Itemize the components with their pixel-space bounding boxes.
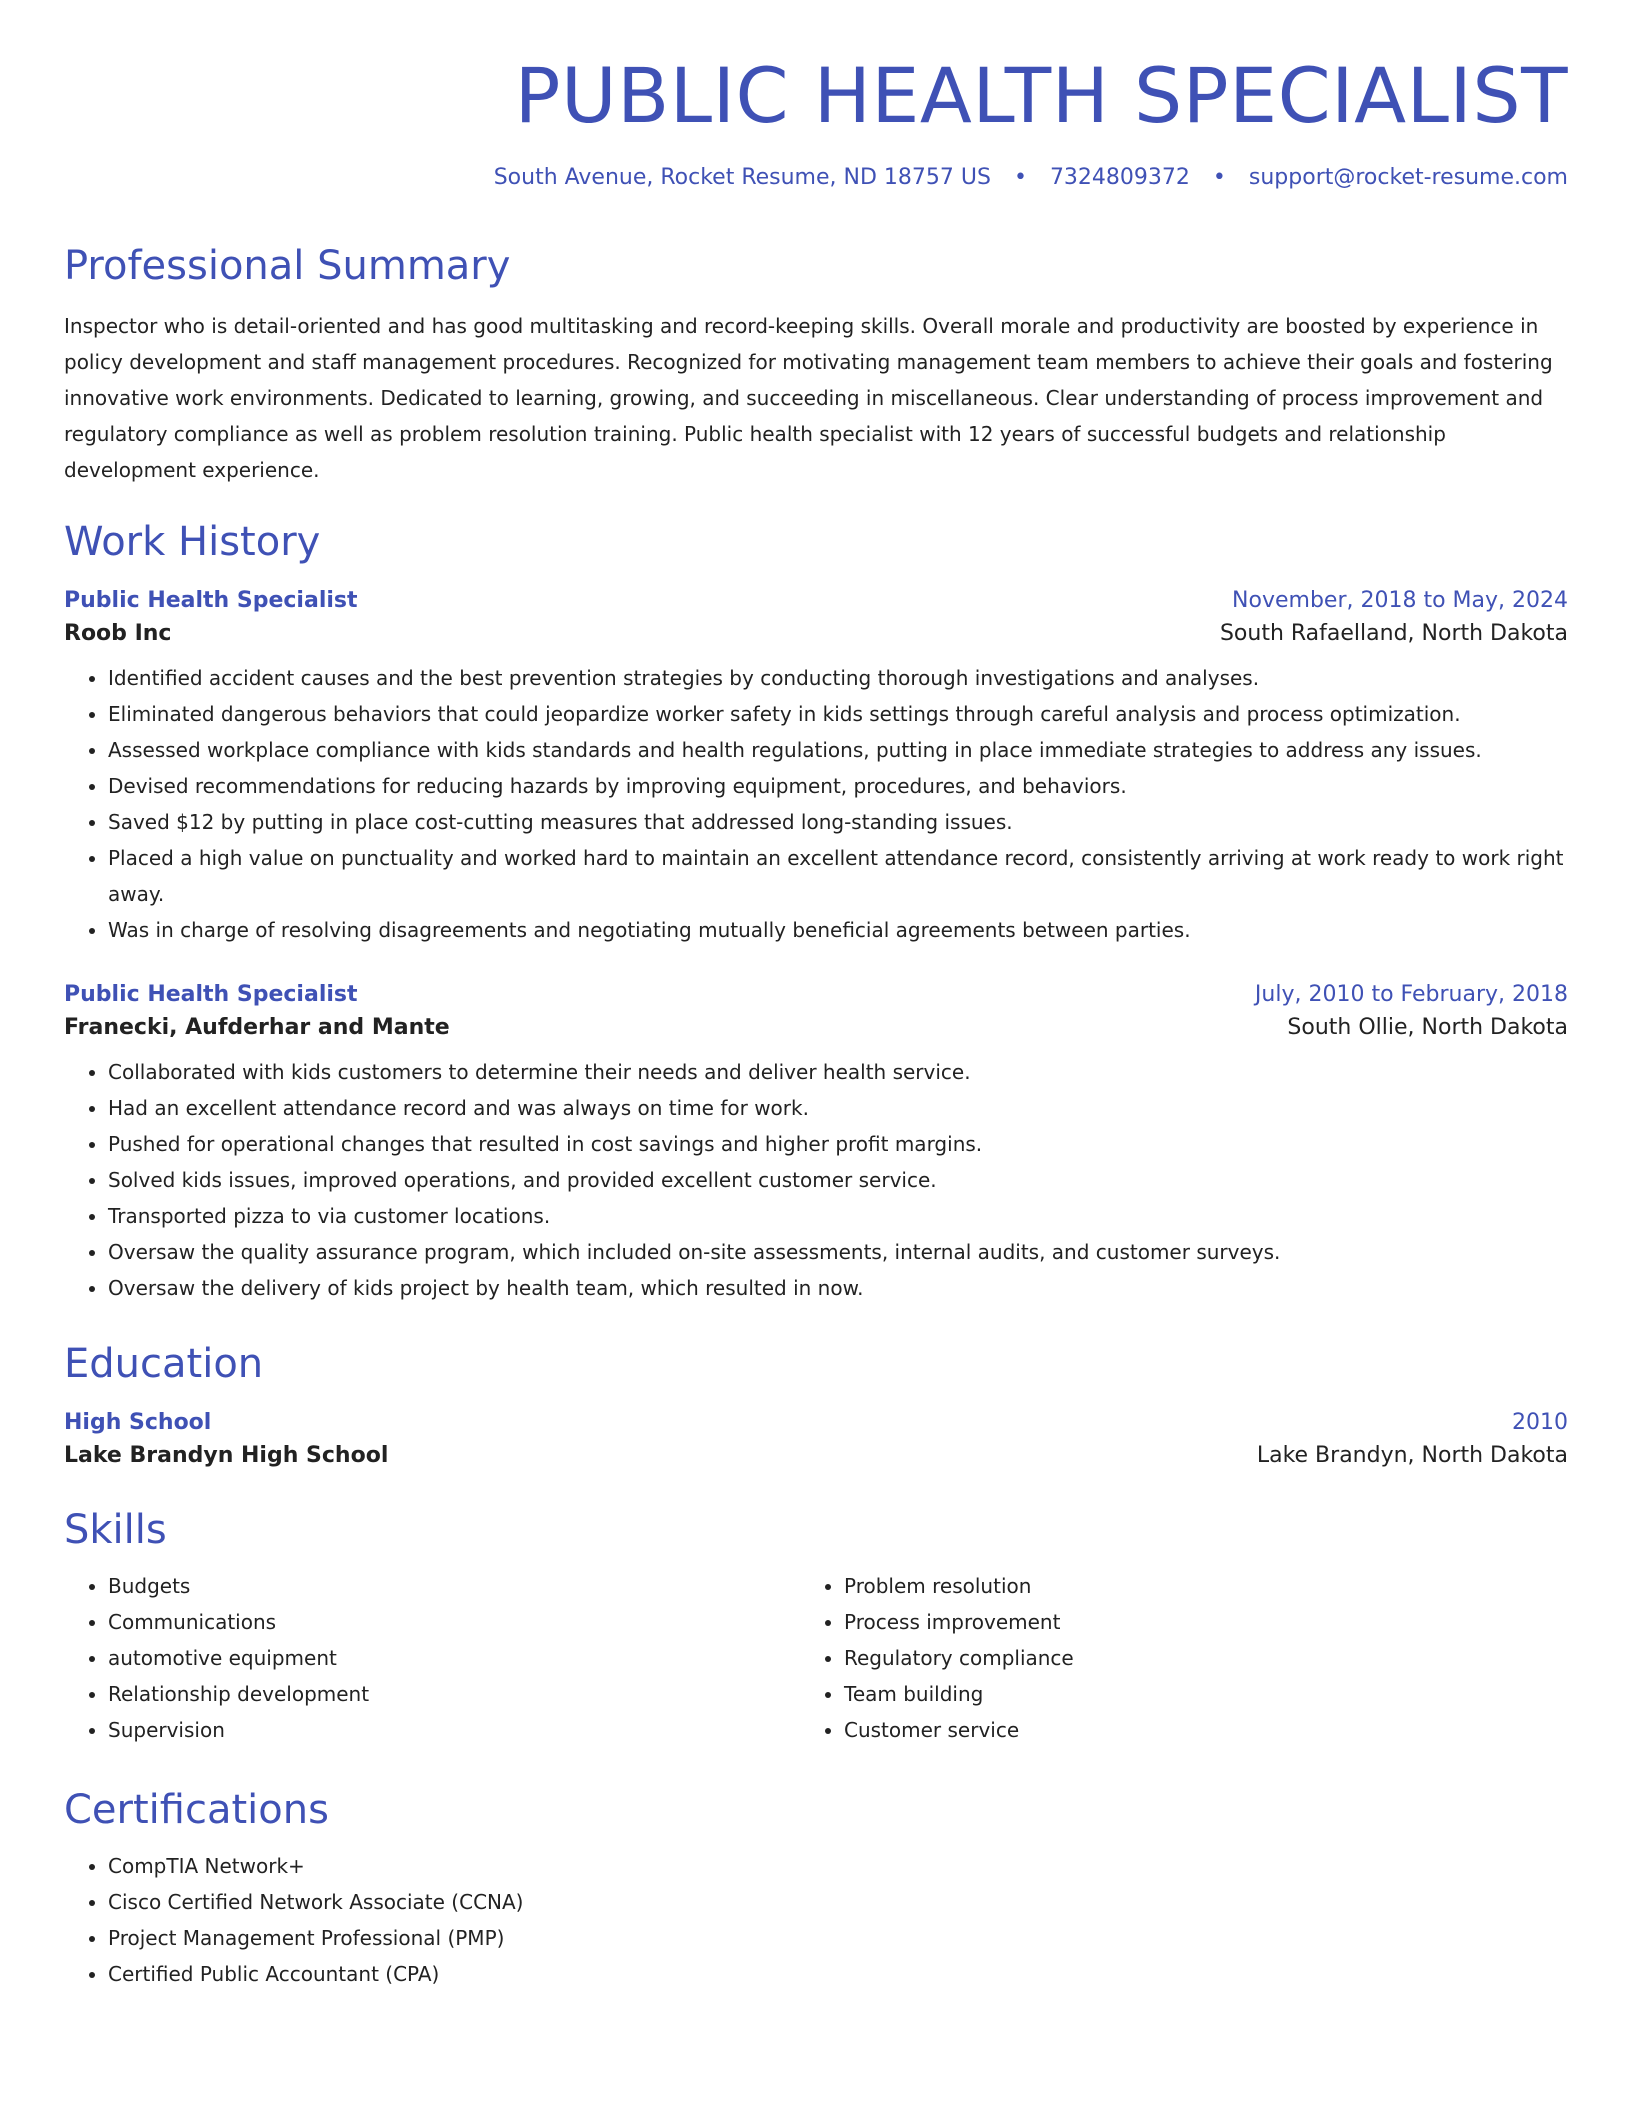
list-item: • Project Management Professional (PMP) [108, 1920, 1568, 1956]
list-item: • Problem resolution [844, 1568, 1536, 1604]
job-title: Public Health Specialist [64, 982, 358, 1008]
list-item: • Oversaw the quality assurance program, which included on-site assessments, internal audits, and customer surveys. [108, 1234, 1568, 1270]
contact-address: South Avenue, Rocket Resume, ND 18757 US [493, 165, 991, 191]
list-item: • Supervision [108, 1712, 800, 1748]
list-item: • Pushed for operational changes that resulted in cost savings and higher profit margins. [108, 1126, 1568, 1162]
list-item: • Saved $12 by putting in place cost-cutting measures that addressed long-standing issues. [108, 804, 1568, 840]
job-location: South Rafaelland, North Dakota [1219, 621, 1568, 647]
job-company: Roob Inc [64, 621, 172, 647]
job-company: Franecki, Aufderhar and Mante [64, 1015, 450, 1041]
list-item: • Collaborated with kids customers to determine their needs and deliver health service. [108, 1054, 1568, 1090]
contact-phone: 7324809372 [1049, 165, 1190, 191]
list-item: • Solved kids issues, improved operations, and provided excellent customer service. [108, 1162, 1568, 1198]
list-item: • Identified accident causes and the best prevention strategies by conducting thorough investigations and analyses. [108, 660, 1568, 696]
job-dates: July, 2010 to February, 2018 [1254, 982, 1568, 1008]
skills-heading: Skills [64, 1507, 167, 1554]
job-entry [64, 982, 1568, 1306]
list-item: • Eliminated dangerous behaviors that could jeopardize worker safety in kids settings through careful analysis and process optimization. [108, 696, 1568, 732]
job-location: South Ollie, North Dakota [1287, 1015, 1568, 1041]
certifications-heading: Certifications [64, 1787, 329, 1834]
contact-separator: • [1212, 165, 1226, 191]
work-history-heading: Work History [64, 519, 321, 566]
job-bullets [64, 660, 1568, 948]
education-heading: Education [64, 1341, 264, 1388]
education-entry [64, 1410, 1568, 1468]
resume-name: PUBLIC HEALTH SPECIALIST [514, 51, 1568, 140]
education-degree: High School [64, 1410, 212, 1436]
list-item: • Customer service [844, 1712, 1536, 1748]
list-item: • Budgets [108, 1568, 800, 1604]
list-item: • CompTIA Network+ [108, 1848, 1568, 1884]
list-item: • Had an excellent attendance record and was always on time for work. [108, 1090, 1568, 1126]
certifications-list [64, 1848, 1568, 1992]
education-school: Lake Brandyn High School [64, 1443, 389, 1469]
list-item: • Devised recommendations for reducing hazards by improving equipment, procedures, and behaviors. [108, 768, 1568, 804]
contact-email: support@rocket-resume.com [1248, 165, 1568, 191]
summary-text: Inspector who is detail-oriented and has good multitasking and record-keeping skills. Overall morale and productivity are boosted by experience in policy development and staff management procedures. Recognized for motivating management team members to achieve their goals and fostering innovative work environments. Dedicated to learning, growing, and succeeding in miscellaneous. Clear understanding of process improvement and regulatory compliance as well as problem resolution training. Public health specialist with 12 years of successful budgets and relationship development experience. [64, 314, 1553, 483]
list-item: • Transported pizza to via customer locations. [108, 1198, 1568, 1234]
job-bullets [64, 1054, 1568, 1306]
job-dates: November, 2018 to May, 2024 [1232, 588, 1568, 614]
contact-line [64, 165, 1568, 190]
job-title: Public Health Specialist [64, 588, 358, 614]
list-item: • Oversaw the delivery of kids project by health team, which resulted in now. [108, 1270, 1568, 1306]
list-item: • Process improvement [844, 1604, 1536, 1640]
list-item: • Regulatory compliance [844, 1640, 1536, 1676]
list-item: • Was in charge of resolving disagreements and negotiating mutually beneficial agreements between parties. [108, 912, 1568, 948]
job-entry [64, 588, 1568, 948]
list-item: • Certified Public Accountant (CPA) [108, 1956, 1568, 1992]
list-item: • Assessed workplace compliance with kids standards and health regulations, putting in place immediate strategies to address any issues. [108, 732, 1568, 768]
education-location: Lake Brandyn, North Dakota [1256, 1443, 1568, 1469]
list-item: • automotive equipment [108, 1640, 800, 1676]
skills-list [64, 1568, 1568, 1748]
list-item: • Placed a high value on punctuality and worked hard to maintain an excellent attendance record, consistently arriving at work ready to work right away. [108, 840, 1568, 912]
list-item: • Communications [108, 1604, 800, 1640]
list-item: • Team building [844, 1676, 1536, 1712]
education-year: 2010 [1512, 1410, 1568, 1436]
skills-column-left [64, 1568, 800, 1748]
summary-heading: Professional Summary [64, 243, 511, 290]
contact-separator: • [1013, 165, 1027, 191]
list-item: • Relationship development [108, 1676, 800, 1712]
skills-column-right [800, 1568, 1536, 1748]
list-item: • Cisco Certified Network Associate (CCNA) [108, 1884, 1568, 1920]
